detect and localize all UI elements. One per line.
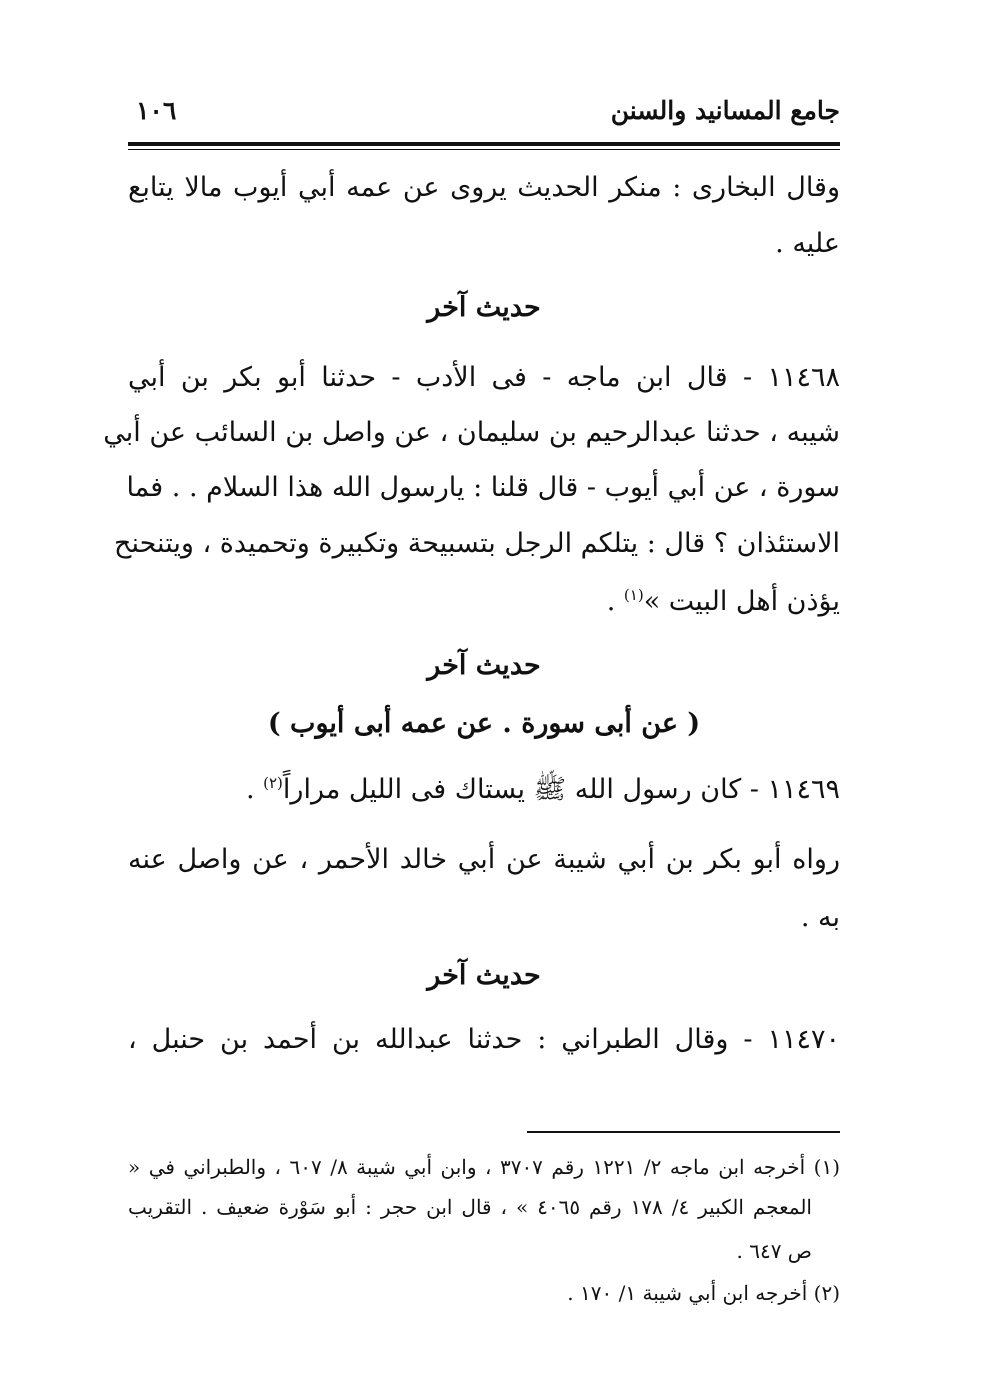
footnote-rule — [527, 1131, 840, 1133]
footnote-1-line: المعجم الكبير ٤/ ١٧٨ رقم ٤٠٦٥ » ، قال ابن حجر : أبو سَوْرة ضعيف . التقريب — [128, 1195, 812, 1219]
footnote-2-line: (٢) أخرجه ابن أبي شيبة ١/ ١٧٠ . — [567, 1281, 840, 1305]
page-header — [128, 96, 840, 136]
line-end: . — [606, 586, 624, 617]
hadith-1468-line — [128, 582, 840, 622]
hadith-1469-line — [128, 770, 840, 810]
text-line: عليه . — [775, 228, 840, 259]
text-line: وقال البخارى : منكر الحديث يروى عن عمه أبي أيوب مالا يتابع — [128, 172, 840, 203]
section-subheading: ( عن أبى سورة . عن عمه أبى أيوب ) — [267, 708, 701, 739]
hadith-1468-text: يؤذن أهل البيت » — [643, 586, 840, 617]
section-heading: حديث آخر — [427, 292, 541, 323]
hadith-1468-line: الاستئذان ؟ قال : يتلكم الرجل بتسبيحة وتكبيرة وتحميدة ، ويتنحنح — [114, 528, 840, 559]
section-heading: حديث آخر — [427, 960, 541, 991]
text-line: رواه أبو بكر بن أبي شيبة عن أبي خالد الأحمر ، عن واصل عنه — [128, 844, 840, 875]
hadith-1469-text: ١١٤٦٩ - كان رسول الله ﷺ يستاك فى الليل مراراً — [282, 774, 840, 805]
footnote-ref-1: (١) — [623, 586, 644, 604]
footnote-1-line: (١) أخرجه ابن ماجه ٢/ ١٢٢١ رقم ٣٧٠٧ ، وابن أبي شيبة ٨/ ٦٠٧ ، والطبراني في « — [128, 1155, 840, 1179]
footnote-1-line: ص ٦٤٧ . — [736, 1239, 812, 1263]
header-rule-thin — [128, 149, 840, 150]
book-title: جامع المسانيد والسنن — [610, 96, 840, 125]
hadith-1468-line: سورة ، عن أبي أيوب - قال قلنا : يارسول الله هذا السلام . . فما — [126, 472, 840, 503]
text-line: به . — [800, 902, 840, 933]
header-rule — [128, 142, 840, 146]
line-end: . — [245, 774, 264, 805]
footnote-ref-2: (٢) — [263, 774, 283, 792]
section-heading: حديث آخر — [427, 650, 541, 681]
hadith-1468-line: ١١٤٦٨ - قال ابن ماجه - فى الأدب - حدثنا أبو بكر بن أبي — [128, 362, 840, 393]
hadith-1470-line: ١١٤٧٠ - وقال الطبراني : حدثنا عبدالله بن أحمد بن حنبل ، — [128, 1024, 840, 1055]
hadith-1468-line: شيبه ، حدثنا عبدالرحيم بن سليمان ، عن واصل بن السائب عن أبي — [103, 417, 840, 448]
page-number: ١٠٦ — [136, 96, 177, 125]
